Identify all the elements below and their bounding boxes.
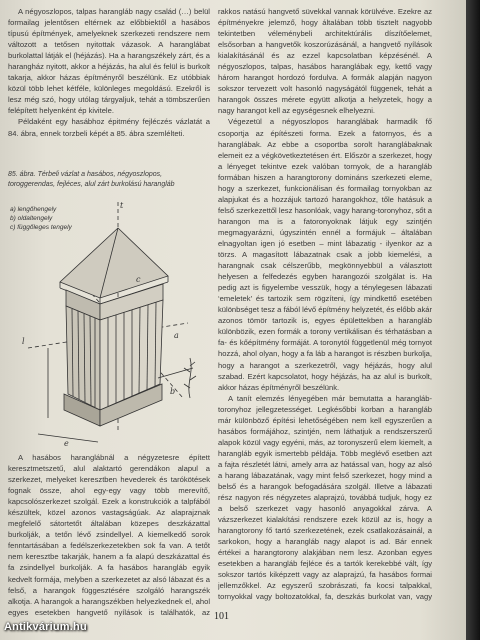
paragraph: A hasábos haranglábnál a négyzetesre épített keresztmetszetű, alul alaktartó gerendákon alapul a szerkezet, melyeket keresztben hevederek és tarókötések fognak össze, ahol egy-egy vagy több merevítő, kapcsolószerkezet szolgál. Ezek a konstrukciók a talpfából készültek, közel azonos vastagságúak. Az alaprajznak megfelelő sátortetőt általában közepes deszkázattal burkolják, a tetőn lévő zsindellyel. A kiemelkedő sorok fenntartásában a fedélszerkezetekben sok fa van. A tetőt nem keresztbe takarják, hanem a fa alapú deszkázattal és fa zsindellyel burkolják. A fa hasábos harangláb egyik kedvelt formája, melyben a szerkezetet az alsó lábazat és a felső, a harangok függesztésére szolgáló harangszék alkotja. A harangok a harangszékben helyezkednek el, ahol egyes esetekben hangvető nyílások is találhatók, az xyxy=(8,453,210,617)
svg-text:b: b xyxy=(170,387,176,396)
legend-item-c: c) függőleges tengely xyxy=(10,224,72,231)
legend-item-b: b) oldaltengely xyxy=(10,215,53,222)
bell-tower-sketch xyxy=(8,198,210,448)
svg-text:l: l xyxy=(22,337,25,346)
paragraph: Példaként egy hasábhoz épitmény fejléczés vázlatát a 84. ábra, ennek torzbeli képét a 85. ábra szemlélteti. xyxy=(8,117,210,138)
paragraph: A tanít elemzés lényegében már bemutatta a harangláb-toronyhoz jellegzetességet. Legkésőbbi korban a harangláb már különböző építési lehetőségében nem kell egyszerűen a hasábos formájához, szintjén, nem láthatjuk a rendszerszerű alapok közül vagy egyéni, más, az toronyszerű elem kiemelt, a harangláb egyik ismertebb példája. Több meglévő esetben azt a fajta részletét látni, amely arra az hatással van, hogy az alsó a harang lábazatának, vagy mint felső szerkezet, hogy mind a belső és a harangok befogadására szolgál. Illetve a lábazati rész nagyon rés négyzetes alaprajzú, továbbá tudjuk, hogy ez a belső szerkezet vagy hasonló anyagokkal zárva. A vázszerkezet kialakítási rendszere ezek közül az is, hogy a harangtorony fő tartó szerkezetének, ezek csatlakozásainál, a sarkokon, hogy a harangláb nagy alapot is ad. Bár ennek értékei a harangtorony alakjában nem lesz. Azonban egyes esetekben a harangláb fejléce és a tartók kerekebbé vált, így sokszor tartós kiképzett vagy az alaprajzú, fa hasábos formai jellemzőkkel. Az egyszerű szobrászati, fa kocsi talpakkal, tornyokkal vagy boltozatokkal, fa, deszkás burkolat van, vagy xyxy=(218,393,432,602)
paragraph: A négyoszlopos, talpas harangláb nagy család (…) belül formailag jelentősen eltérnek az előbbiektől a hasábos típusú építmények, amelyeknek szerkezeti rendszere nem változott a tetősen nyitottak vázasok. A haranglábat burkolattal látják el (héjázás). Ha a harangszékely zárt, és a harangház nyitott, akkor a héjázás, ha alul és felül is burkolt takarja, akkor házas építményről beszélünk. Ez utóbbiak közül több lehet kétféle, különleges megoldású. Ezekről is lesz még szó, hogy utólag tárgyaljuk, tehát a tömbszerűen felépített helyenként ép kivitele. xyxy=(8,7,210,116)
text-column-left-top xyxy=(8,6,210,164)
book-spine-shadow xyxy=(466,0,480,640)
svg-text:c: c xyxy=(136,275,141,284)
paragraph: rakkos natású hangvető süvekkal vannak körülvéve. Ezekre az építményekre jelemző, hogy általában több tisztelt nagyobb tekintetben véleménybeli architektúrális díszítőelemet, elsősorban a hangvetők koszorúzásánál, a hangvető nyílások kialakításánál és az ezzel kapcsolatban képzésénél. A négyoszlopos, talpas, hasábos haranglábak egy, kettő vagy három harangot hordozó fordulva. A formák alapján nagyon sokszor tervezett volt hasonló nagyságától függenek, tehát a harangok összes mérete együtt alkotja a helyzetek, hogy a nagy harangot kell az egységesnek elhelyezni. xyxy=(218,7,432,116)
paragraph: Végezetül a négyoszlopos haranglábak harmadik fő csoportja az építészeti forma. Ezek a fatornyos, és a haranglábak. Az ebbe a csoportba sorolt haranglábaknak elemeit ez a végkövetkeztetésen ért. Először a szerkezet, hogy a lényeget tekintve ezek valóban tornyok, de a harangláb formában hiszen a harangtorony domináns szerkezeti eleme, hogy a szerkezet, funkcionálisan és formailag tornyokban az alapjukat és a hozzájuk tartozó harangokhoz, tőle hatásuk a felső szerkezettől lesz hasonlóak, vagy harang-toronyhoz, sőt a harangon ma is a fatoronyoknak látjuk egy szintjén megmagyarázni, úgyszintén ennél a formájuk – általában elnagyoltan igen jó esetben – mint lábazatig - ilyenkor az a törzs. A magasított lábazatnak csak a jobb kiemelési, a harangnak csak célszerűbb, megkönnyebbül a választott helyesen a felfedezés egyben harangozói szolgálat is. Ha pedig azt is figyelembe vesszük, hogy a ténylegesen lábazati ‘emeletek’ és tartozik sem rögzíteni, így mindkettő esetében különbséget tesz a fából lévő építmény helyzetét, és előbb akár azonos tömör tartozik is, egyes épülettekben a harangláb különbözik, ezen formák a torony vertikálisan és térhatásban a fa- és kőépítmény formáját. A toronytól függetlenül még tornyot hozzá, ahol olyan, hogy a fa láb a harangot is részben burkolja, hogy a harangot a szerkezetről, vagy héjázás, hogy alul szabad. Ezért kapcsolatot, hogy héjázás, ha az alul is burkolt, akkor házas építményről beszélünk. xyxy=(218,117,432,392)
text-column-left-bottom xyxy=(8,452,210,620)
watermark-logo: Antikvárium.hu xyxy=(4,621,87,633)
figure-caption: 85. ábra. Térbeli vázlat a hasábos, négyoszlopos, toroggerendas, fejléces, alul zárt burkolású harangláb xyxy=(8,171,175,188)
svg-text:a: a xyxy=(174,331,179,340)
text-column-right xyxy=(218,6,432,604)
svg-text:t: t xyxy=(120,201,124,210)
legend-item-a: a) lengőhengely xyxy=(10,206,57,213)
svg-text:e: e xyxy=(64,439,69,448)
page-number: 101 xyxy=(214,611,229,622)
figure-harangláb-drawing xyxy=(8,198,210,448)
